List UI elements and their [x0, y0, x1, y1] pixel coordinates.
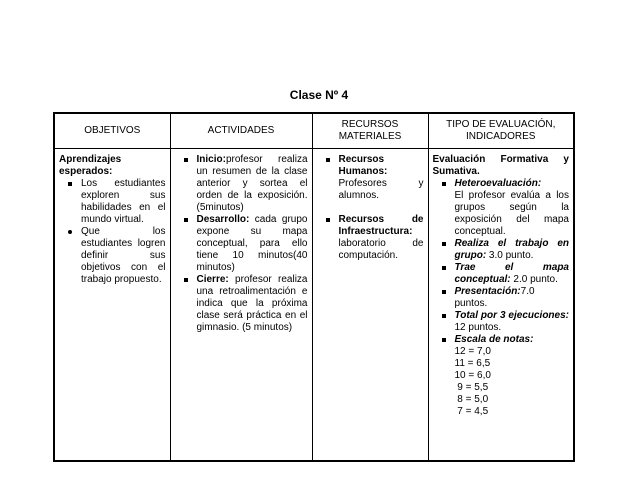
- escala-notas: 12 = 7,0 11 = 6,5 10 = 6,0 9 = 5,5 8 = 5,0 7 = 4,5: [454, 346, 491, 417]
- evaluacion-item: Escala de notas: 12 = 7,0 11 = 6,5 10 = 6,0 9 = 5,5 8 = 5,0 7 = 4,5: [455, 334, 570, 418]
- header-row: [54, 113, 574, 149]
- recursos-list: [317, 154, 424, 262]
- actividad-item: Inicio:profesor realiza un resumen de la clase anterior y sortea el orden de la exposición. (5minutos): [196, 154, 308, 213]
- evaluacion-item: Realiza el trabajo en grupo: 3.0 punto.: [454, 238, 569, 261]
- recurso-item: Recursos de Infraestructura: laboratorio de computación.: [338, 214, 424, 261]
- evaluacion-item: Trae el mapa conceptual: 2.0 punto.: [454, 262, 569, 285]
- objetivo-item: Los estudiantes exploren sus habilidades en el mundo virtual.: [81, 178, 166, 225]
- cell-recursos: [312, 149, 428, 462]
- lesson-table: [53, 112, 575, 462]
- header-objetivos: OBJETIVOS: [54, 113, 170, 149]
- evaluacion-list: [433, 178, 570, 418]
- evaluacion-item: Presentación:7.0 puntos.: [455, 286, 570, 310]
- body-row: [54, 149, 574, 462]
- header-recursos: RECURSOS MATERIALES: [312, 113, 428, 149]
- objetivo-item: Que los estudiantes logren definir sus objetivos con el trabajo propuesto.: [81, 226, 166, 285]
- evaluacion-heading: Evaluación Formativa y Sumativa.: [432, 154, 569, 177]
- cell-actividades: [170, 149, 312, 462]
- objetivos-list-2: [59, 226, 166, 286]
- actividad-item: Cierre: profesor realiza una retroalimentación e indica que la próxima clase será práctica en el gimnasio. (5 minutos): [196, 274, 308, 333]
- evaluacion-item: Heteroevaluación: El profesor evalúa a los grupos según la exposición del mapa conceptual.: [454, 178, 569, 237]
- cell-evaluacion: [428, 149, 574, 462]
- objetivos-heading: Aprendizajes esperados:: [59, 154, 122, 177]
- actividad-item: Desarrollo: cada grupo expone su mapa conceptual, para ello tiene 10 minutos(40 minutos): [196, 214, 308, 273]
- header-actividades: ACTIVIDADES: [170, 113, 312, 149]
- actividades-list: [175, 154, 308, 334]
- recurso-item: Recursos Humanos: Profesores y alumnos.: [338, 154, 424, 201]
- page-title: Clase Nº 4: [289, 88, 349, 102]
- evaluacion-item: Total por 3 ejecuciones: 12 puntos.: [454, 310, 569, 333]
- header-tipo-evaluacion: TIPO DE EVALUACIÓN, INDICADORES: [428, 113, 574, 149]
- objetivos-list: [59, 178, 166, 226]
- cell-objetivos: [54, 149, 170, 462]
